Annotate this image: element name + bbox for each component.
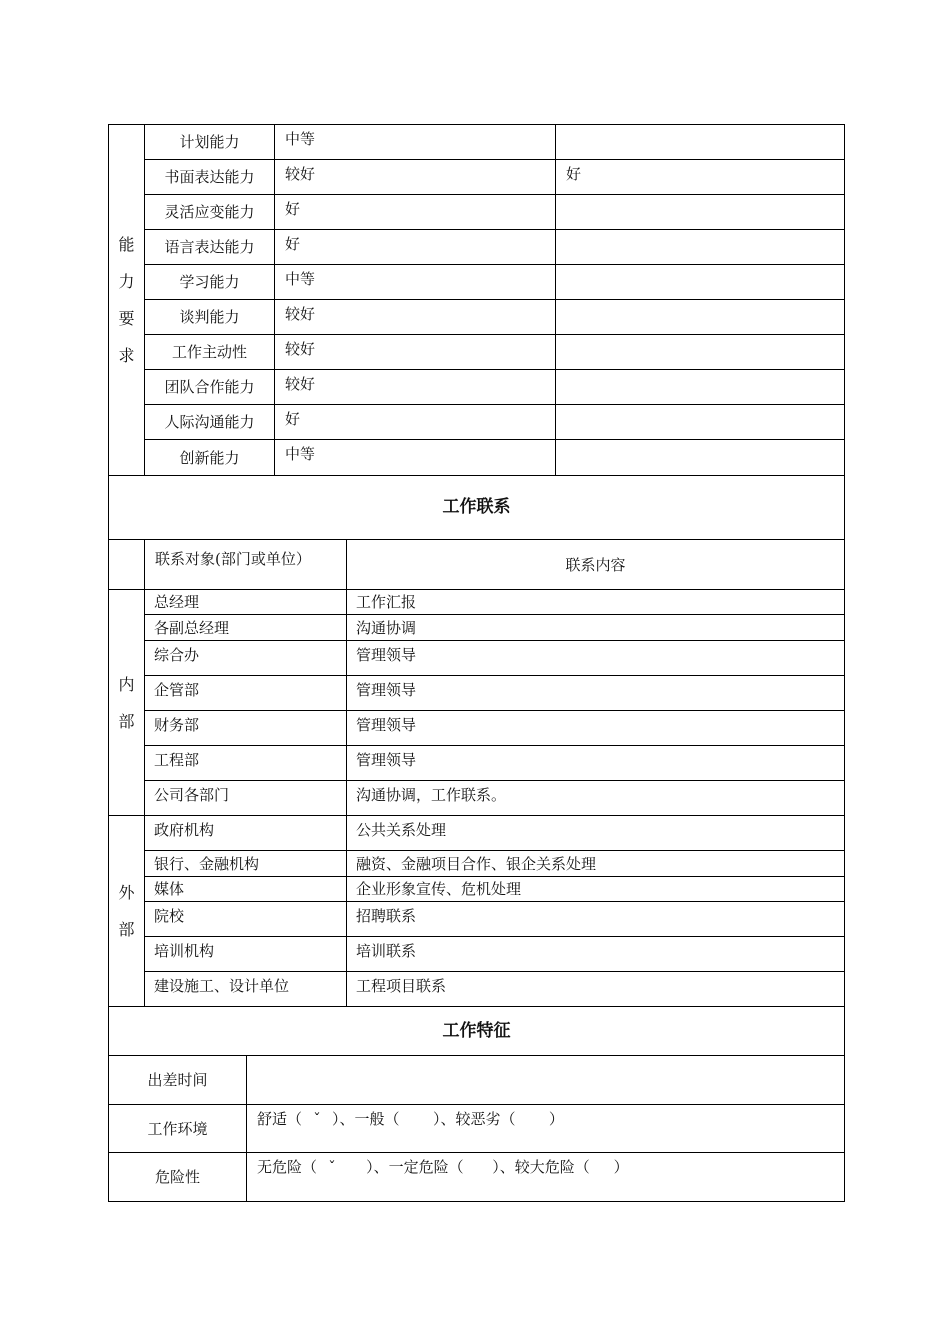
ability-name: 学习能力 (145, 265, 275, 300)
contact-target: 银行、金融机构 (145, 851, 347, 877)
ability-row (109, 300, 845, 335)
ability-name: 创新能力 (145, 440, 275, 476)
contacts-header-content: 联系内容 (347, 540, 845, 590)
ability-level: 好 (275, 405, 556, 440)
contact-content: 招聘联系 (347, 902, 845, 937)
contact-row (109, 590, 845, 615)
environment-row (109, 1105, 845, 1153)
contact-target: 工程部 (145, 746, 347, 781)
contacts-header-blank (109, 540, 145, 590)
contact-row (109, 676, 845, 711)
ability-name: 人际沟通能力 (145, 405, 275, 440)
contact-row (109, 902, 845, 937)
danger-option-high: 较大危险（ (514, 1158, 590, 1176)
ability-level: 较好 (275, 160, 556, 195)
ability-level: 较好 (275, 335, 556, 370)
job-description-form (108, 124, 844, 1202)
ability-note (556, 265, 845, 300)
ability-note (556, 125, 845, 160)
contacts-table (108, 475, 845, 1007)
contact-content: 沟通协调，工作联系。 (347, 781, 845, 816)
contact-content: 培训联系 (347, 937, 845, 972)
contact-target: 财务部 (145, 711, 347, 746)
contact-target: 各副总经理 (145, 615, 347, 641)
ability-name: 语言表达能力 (145, 230, 275, 265)
check-mark: ˇ (328, 1158, 336, 1176)
contact-content: 管理领导 (347, 676, 845, 711)
contact-row (109, 711, 845, 746)
ability-name: 书面表达能力 (145, 160, 275, 195)
danger-option-some: 一定危险（ (388, 1158, 464, 1176)
contact-row (109, 937, 845, 972)
ability-note (556, 300, 845, 335)
contact-row (109, 972, 845, 1007)
ability-level: 好 (275, 195, 556, 230)
contact-content: 沟通协调 (347, 615, 845, 641)
ability-name: 谈判能力 (145, 300, 275, 335)
ability-table (108, 124, 845, 476)
ability-section-label: 能 力 要 求 (109, 125, 145, 476)
features-section-title: 工作特征 (109, 1007, 845, 1056)
ability-note (556, 230, 845, 265)
contact-row (109, 746, 845, 781)
external-section-label: 外 部 (109, 816, 145, 1007)
travel-row (109, 1056, 845, 1105)
danger-options: 无危险（ ˇ ）、一定危险（ ）、较大危险（ ） (247, 1153, 845, 1202)
ability-note (556, 335, 845, 370)
travel-value (247, 1056, 845, 1105)
ability-row (109, 440, 845, 476)
contact-content: 公共关系处理 (347, 816, 845, 851)
contact-target: 综合办 (145, 641, 347, 676)
ability-row (109, 125, 845, 160)
contact-target: 院校 (145, 902, 347, 937)
ability-row (109, 370, 845, 405)
contact-content: 工作汇报 (347, 590, 845, 615)
check-mark: ˇ (313, 1110, 321, 1128)
environment-option-normal: 一般（ (354, 1110, 400, 1128)
contact-row (109, 781, 845, 816)
environment-options: 舒适（ ˇ ）、一般（ ）、较恶劣（ ） (247, 1105, 845, 1153)
contact-content: 管理领导 (347, 746, 845, 781)
environment-option-harsh: 较恶劣（ (455, 1110, 516, 1128)
ability-row (109, 195, 845, 230)
travel-label: 出差时间 (109, 1056, 247, 1105)
contact-content: 企业形象宣传、危机处理 (347, 877, 845, 902)
contact-row (109, 877, 845, 902)
ability-note (556, 195, 845, 230)
ability-level: 中等 (275, 265, 556, 300)
ability-name: 团队合作能力 (145, 370, 275, 405)
contact-target: 公司各部门 (145, 781, 347, 816)
ability-note (556, 405, 845, 440)
ability-row (109, 405, 845, 440)
contact-target: 培训机构 (145, 937, 347, 972)
contacts-header-row (109, 540, 845, 590)
ability-level: 中等 (275, 440, 556, 476)
contact-content: 管理领导 (347, 641, 845, 676)
ability-note (556, 370, 845, 405)
ability-row (109, 230, 845, 265)
environment-label: 工作环境 (109, 1105, 247, 1153)
contact-row (109, 641, 845, 676)
ability-row (109, 265, 845, 300)
contact-row (109, 851, 845, 877)
danger-option-none: 无危险（ (257, 1158, 318, 1176)
contact-target: 建设施工、设计单位 (145, 972, 347, 1007)
contacts-section-title: 工作联系 (109, 476, 845, 540)
contact-content: 融资、金融项目合作、银企关系处理 (347, 851, 845, 877)
contacts-header-target: 联系对象(部门或单位） (145, 540, 347, 590)
contact-target: 总经理 (145, 590, 347, 615)
contact-content: 管理领导 (347, 711, 845, 746)
internal-section-label: 内 部 (109, 590, 145, 816)
contact-row (109, 615, 845, 641)
ability-name: 工作主动性 (145, 335, 275, 370)
ability-name: 灵活应变能力 (145, 195, 275, 230)
ability-row (109, 160, 845, 195)
ability-level: 好 (275, 230, 556, 265)
ability-level: 较好 (275, 370, 556, 405)
danger-label: 危险性 (109, 1153, 247, 1202)
contact-row (109, 816, 845, 851)
contact-target: 媒体 (145, 877, 347, 902)
ability-note: 好 (556, 160, 845, 195)
danger-row (109, 1153, 845, 1202)
ability-level: 中等 (275, 125, 556, 160)
contact-content: 工程项目联系 (347, 972, 845, 1007)
contact-target: 政府机构 (145, 816, 347, 851)
contact-target: 企管部 (145, 676, 347, 711)
ability-row (109, 335, 845, 370)
ability-level: 较好 (275, 300, 556, 335)
environment-option-comfortable: 舒适（ (257, 1110, 303, 1128)
ability-note (556, 440, 845, 476)
features-table (108, 1006, 845, 1202)
ability-name: 计划能力 (145, 125, 275, 160)
